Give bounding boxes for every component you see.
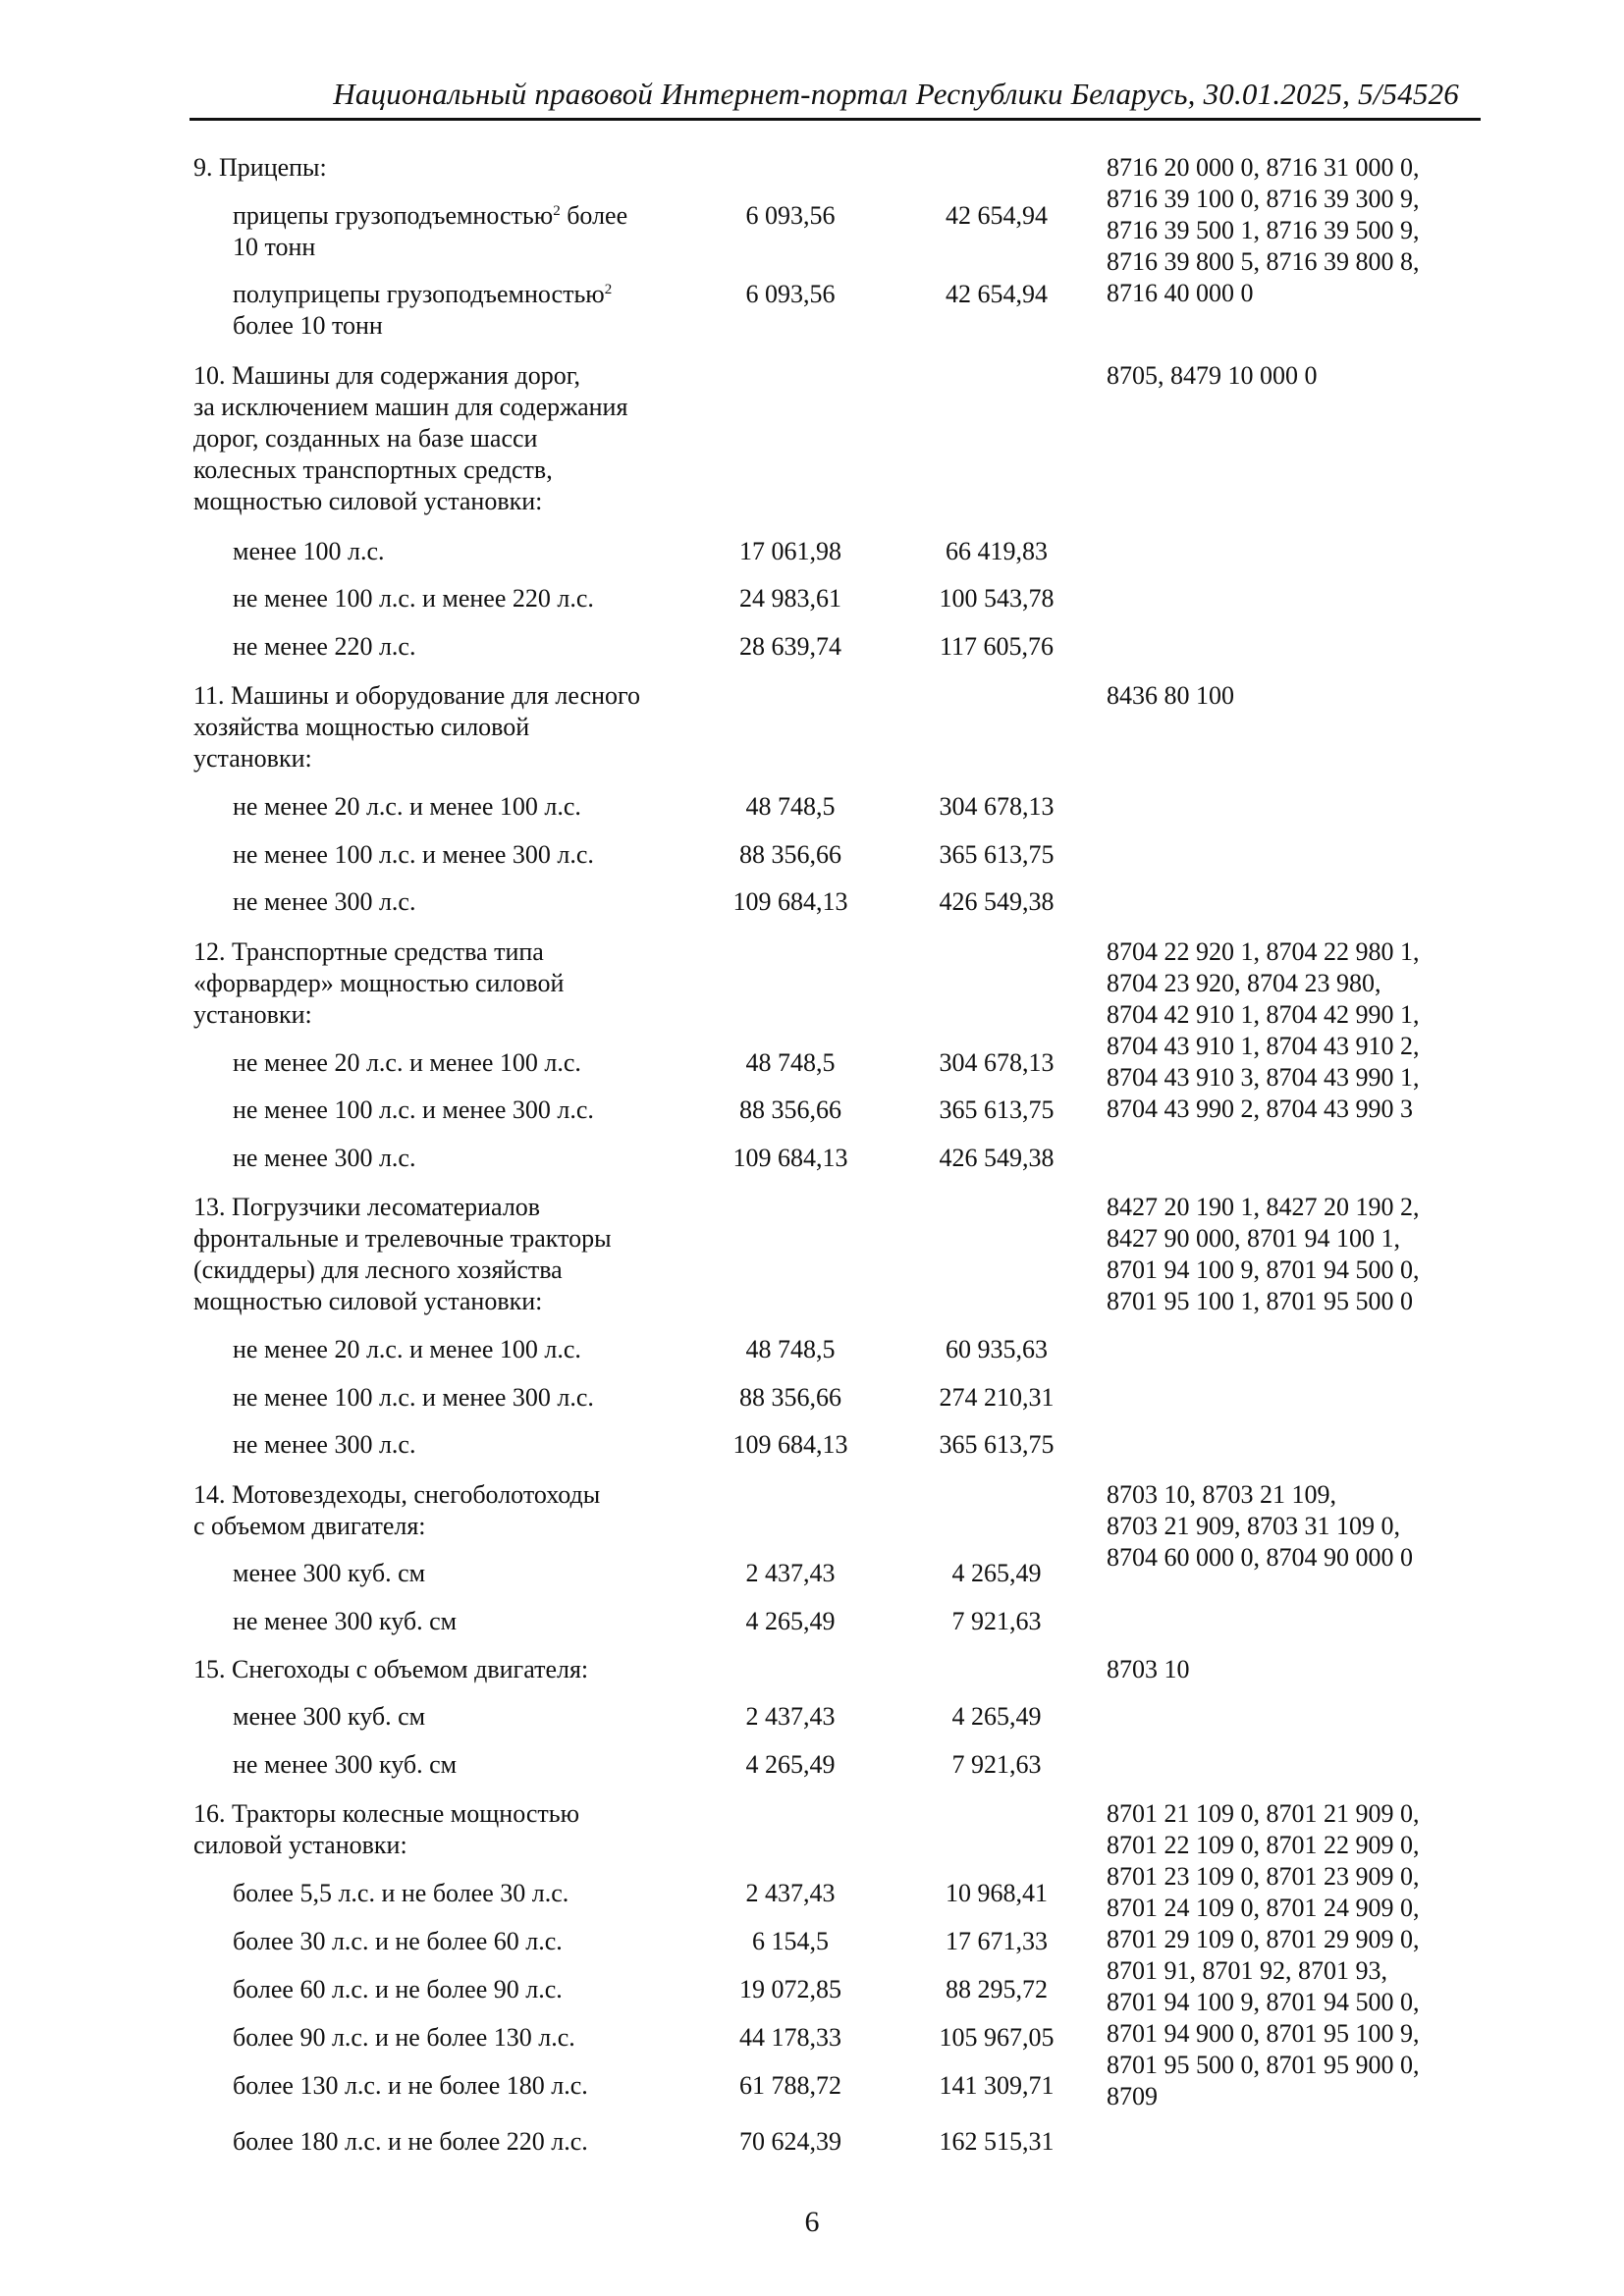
section-13-row-label: не менее 100 л.с. и менее 300 л.с. [233, 1383, 594, 1412]
section-11-row-value-1: 88 356,66 [739, 840, 841, 869]
section-16-row-label: более 90 л.с. и не более 130 л.с. [233, 2023, 575, 2052]
section-12-row-value-1: 109 684,13 [732, 1144, 848, 1172]
section-15-row-label: менее 300 куб. см [233, 1702, 426, 1731]
section-11-row-value-2: 426 549,38 [939, 887, 1055, 916]
section-16-row-value-2: 105 967,05 [939, 2023, 1055, 2052]
section-13-row-value-1: 48 748,5 [745, 1335, 836, 1363]
section-12-row-label: не менее 300 л.с. [233, 1144, 416, 1172]
section-12-title: 12. Транспортные средства типа «форвардер» мощностью силовой установки: [193, 937, 565, 1029]
section-13-row-value-1: 88 356,66 [739, 1383, 841, 1412]
section-10-title: 10. Машины для содержания дорог, за исключением машин для содержания дорог, созданных на базе шасси колесных транспортных средств, мощностью силовой установки: [193, 361, 628, 515]
section-9-row-value-1: 6 093,56 [745, 280, 836, 308]
section-11-row-value-2: 365 613,75 [939, 840, 1055, 869]
section-10-row-label: не менее 220 л.с. [233, 632, 416, 661]
section-10-row-value-2: 100 543,78 [939, 584, 1055, 613]
section-9-title: 9. Прицепы: [193, 153, 327, 182]
section-10-row-value-1: 28 639,74 [739, 632, 841, 661]
section-13-row-label: не менее 300 л.с. [233, 1430, 416, 1459]
section-13-title: 13. Погрузчики лесоматериалов фронтальные и трелевочные тракторы (скиддеры) для лесного хозяйства мощностью силовой установки: [193, 1193, 612, 1315]
section-15-title: 15. Снегоходы с объемом двигателя: [193, 1655, 589, 1683]
section-14-row-label: не менее 300 куб. см [233, 1607, 458, 1635]
section-16-row-value-1: 61 788,72 [739, 2071, 841, 2100]
section-11-row-value-1: 109 684,13 [732, 887, 848, 916]
section-11-codes: 8436 80 100 [1107, 681, 1234, 710]
section-15-row-label: не менее 300 куб. см [233, 1750, 458, 1779]
section-12-row-value-2: 365 613,75 [939, 1095, 1055, 1124]
section-14-title: 14. Мотовездеходы, снегоболотоходы с объемом двигателя: [193, 1480, 601, 1540]
section-16-row-value-2: 141 309,71 [939, 2071, 1055, 2100]
section-9-row-label: прицепы грузоподъемностью$^2$ более 10 тонн [233, 201, 628, 261]
section-12-row-value-1: 88 356,66 [739, 1095, 841, 1124]
section-10-row-label: не менее 100 л.с. и менее 220 л.с. [233, 584, 594, 613]
section-9-row-value-2: 42 654,94 [946, 280, 1048, 308]
section-16-codes: 8701 21 109 0, 8701 21 909 0, 8701 22 109 0, 8701 22 909 0, 8701 23 109 0, 8701 23 909 0, 8701 24 109 0, 8701 24 909 0, 8701 29 109 0, 8701 29 909 0, 8701 91, 8701 92, 8701 93, 8701 94 100 9, 8701 94 500 0, 8701 94 900 0, 8701 95 100 9, 8701 95 500 0, 8701 95 900 0, 8709 [1107, 1799, 1420, 2110]
section-12-row-value-2: 426 549,38 [939, 1144, 1055, 1172]
section-13-codes: 8427 20 190 1, 8427 20 190 2, 8427 90 000, 8701 94 100 1, 8701 94 100 9, 8701 94 500 0, 8701 95 100 1, 8701 95 500 0 [1107, 1193, 1420, 1315]
section-16-row-value-2: 88 295,72 [946, 1975, 1048, 2003]
section-15-row-value-2: 7 921,63 [951, 1750, 1042, 1779]
section-11-title: 11. Машины и оборудование для лесного хозяйства мощностью силовой установки: [193, 681, 641, 773]
section-16-row-label: более 130 л.с. и не более 180 л.с. [233, 2071, 588, 2100]
header-title: Национальный правовой Интернет-портал Республики Беларусь, 30.01.2025, 5/54526 [333, 77, 1459, 111]
section-9-codes: 8716 20 000 0, 8716 31 000 0, 8716 39 100 0, 8716 39 300 9, 8716 39 500 1, 8716 39 500 9, 8716 39 800 5, 8716 39 800 8, 8716 40 000 0 [1107, 153, 1420, 307]
section-10-row-value-2: 66 419,83 [946, 537, 1048, 565]
section-16-title: 16. Тракторы колесные мощностью силовой установки: [193, 1799, 580, 1859]
page-number: 6 [804, 2206, 820, 2238]
section-15-row-value-1: 4 265,49 [745, 1750, 836, 1779]
section-13-row-value-2: 274 210,31 [939, 1383, 1055, 1412]
section-14-row-label: менее 300 куб. см [233, 1559, 426, 1587]
section-16-row-value-1: 70 624,39 [739, 2127, 841, 2156]
section-12-row-label: не менее 20 л.с. и менее 100 л.с. [233, 1048, 581, 1077]
section-10-codes: 8705, 8479 10 000 0 [1107, 361, 1318, 390]
section-9-row-value-2: 42 654,94 [946, 201, 1048, 230]
section-10-row-value-1: 17 061,98 [739, 537, 841, 565]
section-16-row-value-1: 2 437,43 [745, 1879, 836, 1907]
section-11-row-value-1: 48 748,5 [745, 792, 836, 821]
section-16-row-label: более 30 л.с. и не более 60 л.с. [233, 1927, 563, 1955]
section-16-row-value-1: 44 178,33 [739, 2023, 841, 2052]
section-16-row-value-1: 6 154,5 [752, 1927, 829, 1955]
section-12-row-value-1: 48 748,5 [745, 1048, 836, 1077]
section-16-row-label: более 60 л.с. и не более 90 л.с. [233, 1975, 563, 2003]
section-13-row-value-2: 60 935,63 [946, 1335, 1048, 1363]
section-11-row-value-2: 304 678,13 [939, 792, 1055, 821]
section-12-codes: 8704 22 920 1, 8704 22 980 1, 8704 23 920, 8704 23 980, 8704 42 910 1, 8704 42 990 1, 8704 43 910 1, 8704 43 910 2, 8704 43 910 3, 8704 43 990 1, 8704 43 990 2, 8704 43 990 3 [1107, 937, 1420, 1123]
section-11-row-label: не менее 20 л.с. и менее 100 л.с. [233, 792, 581, 821]
section-12-row-value-2: 304 678,13 [939, 1048, 1055, 1077]
section-16-row-value-2: 162 515,31 [939, 2127, 1055, 2156]
section-16-row-value-2: 17 671,33 [946, 1927, 1048, 1955]
section-13-row-label: не менее 20 л.с. и менее 100 л.с. [233, 1335, 581, 1363]
section-13-row-value-2: 365 613,75 [939, 1430, 1055, 1459]
section-14-row-value-2: 7 921,63 [951, 1607, 1042, 1635]
section-10-row-value-1: 24 983,61 [739, 584, 841, 613]
section-13-row-value-1: 109 684,13 [732, 1430, 848, 1459]
section-11-row-label: не менее 100 л.с. и менее 300 л.с. [233, 840, 594, 869]
page-header [189, 71, 1481, 121]
section-14-row-value-1: 4 265,49 [745, 1607, 836, 1635]
section-9-row-value-1: 6 093,56 [745, 201, 836, 230]
section-16-row-label: более 5,5 л.с. и не более 30 л.с. [233, 1879, 569, 1907]
section-14-row-value-2: 4 265,49 [951, 1559, 1042, 1587]
section-10-row-label: менее 100 л.с. [233, 537, 385, 565]
section-9-row-label: полуприцепы грузоподъемностью$^2$ более 10 тонн [233, 280, 613, 340]
section-11-row-label: не менее 300 л.с. [233, 887, 416, 916]
section-10-row-value-2: 117 605,76 [939, 632, 1055, 661]
section-14-row-value-1: 2 437,43 [745, 1559, 836, 1587]
section-14-codes: 8703 10, 8703 21 109, 8703 21 909, 8703 31 109 0, 8704 60 000 0, 8704 90 000 0 [1107, 1480, 1413, 1572]
section-16-row-value-2: 10 968,41 [946, 1879, 1048, 1907]
section-16-row-value-1: 19 072,85 [739, 1975, 841, 2003]
section-16-row-label: более 180 л.с. и не более 220 л.с. [233, 2127, 588, 2156]
section-15-row-value-1: 2 437,43 [745, 1702, 836, 1731]
section-15-row-value-2: 4 265,49 [951, 1702, 1042, 1731]
section-15-codes: 8703 10 [1107, 1655, 1190, 1683]
section-12-row-label: не менее 100 л.с. и менее 300 л.с. [233, 1095, 594, 1124]
